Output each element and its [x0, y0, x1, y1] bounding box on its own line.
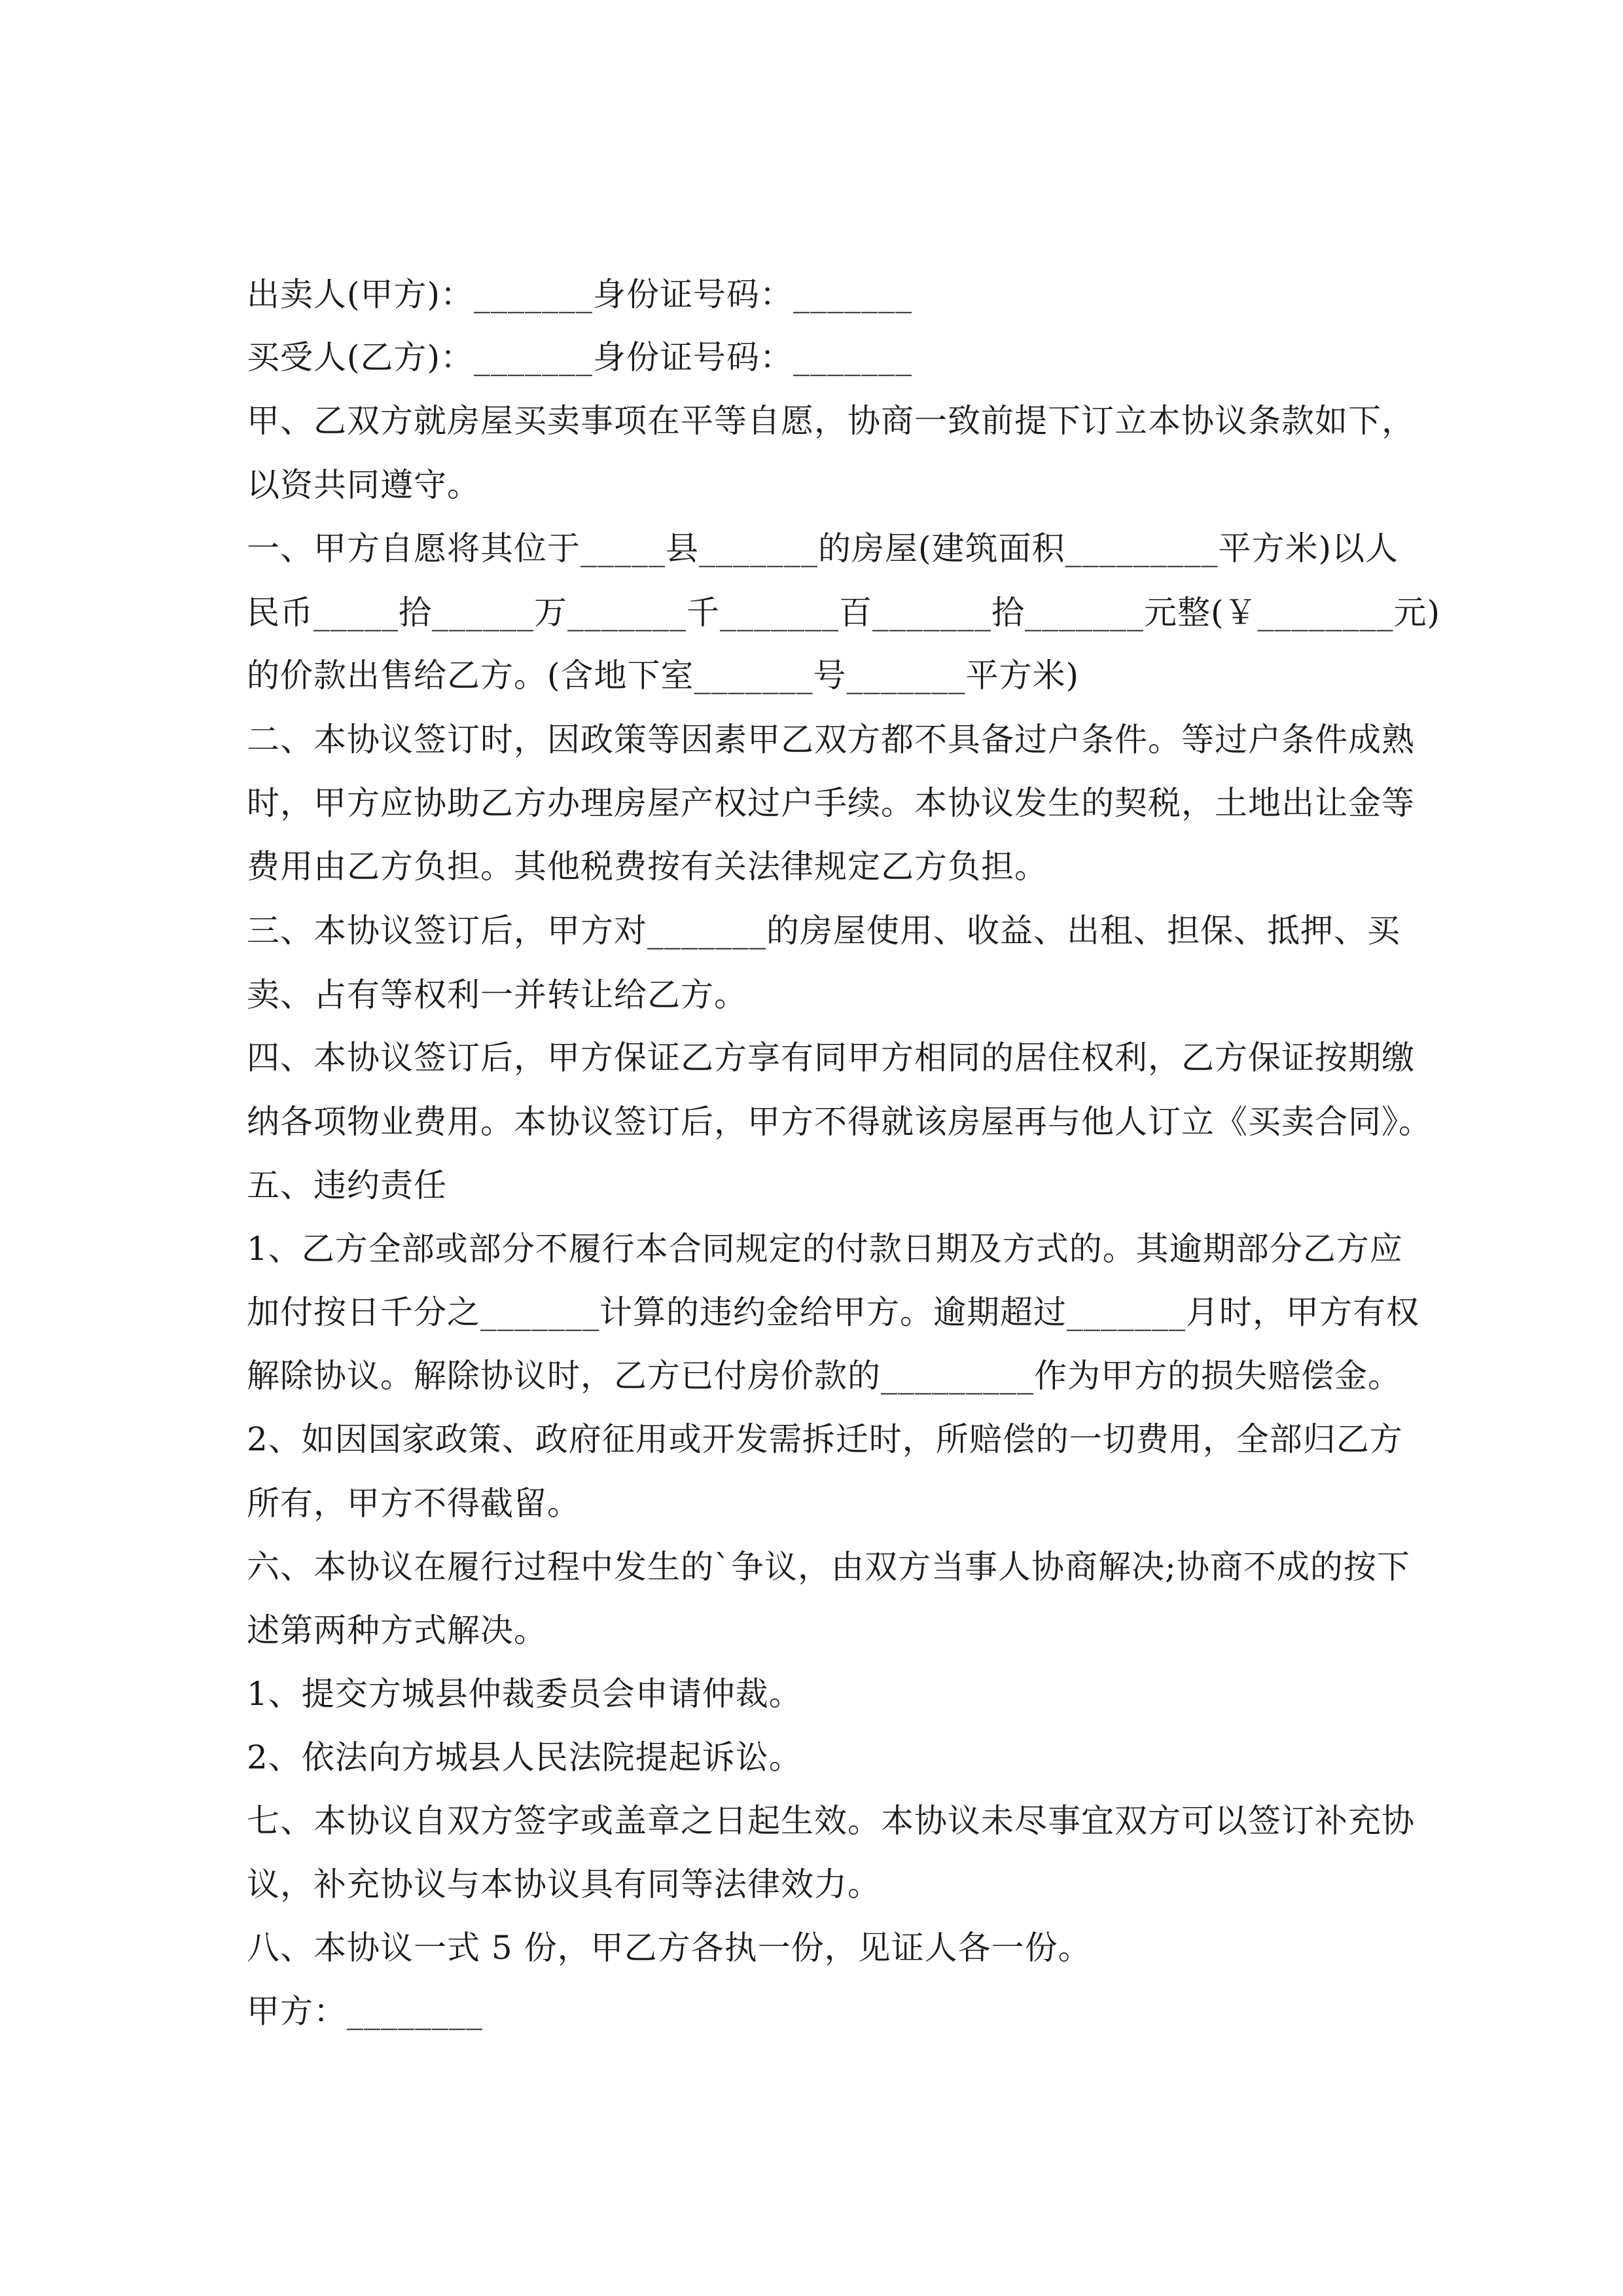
clause-5-2-line-2: 所有，甲方不得截留。: [247, 1484, 580, 1522]
clause-3-line-1: 三、本协议签订后，甲方对_______的房屋使用、收益、出租、担保、抵押、买: [247, 912, 1400, 950]
clause-2-line-1: 二、本协议签订时，因政策等因素甲乙双方都不具备过户条件。等过户条件成熟: [247, 721, 1415, 759]
clause-5-1-line-3: 解除协议。解除协议时，乙方已付房价款的_________作为甲方的损失赔偿金。: [247, 1357, 1401, 1395]
preamble-line-2: 以资共同遵守。: [247, 466, 480, 504]
buyer-line: 买受人(乙方)：_______身份证号码：_______: [247, 338, 913, 376]
seller-line: 出卖人(甲方)：_______身份证号码：_______: [247, 276, 913, 314]
preamble-line-1: 甲、乙双方就房屋买卖事项在平等自愿，协商一致前提下订立本协议条款如下，: [247, 402, 1415, 440]
clause-6-line-1: 六、本协议在履行过程中发生的`争议，由双方当事人协商解决;协商不成的按下: [247, 1548, 1410, 1586]
clause-2-line-2: 时，甲方应协助乙方办理房屋产权过户手续。本协议发生的契税，土地出让金等: [247, 784, 1415, 822]
clause-2-line-3: 费用由乙方负担。其他税费按有关法律规定乙方负担。: [247, 848, 1048, 886]
clause-7-line-2: 议，补充协议与本协议具有同等法律效力。: [247, 1865, 881, 1903]
clause-6-option-1: 1、提交方城县仲裁委员会申请仲裁。: [247, 1675, 802, 1713]
clause-4-line-2: 纳各项物业费用。本协议签订后，甲方不得就该房屋再与他人订立《买卖合同》。: [247, 1103, 1432, 1141]
clause-3-line-2: 卖、占有等权利一并转让给乙方。: [247, 976, 747, 1014]
clause-6-option-2: 2、依法向方城县人民法院提起诉讼。: [247, 1738, 802, 1776]
clause-5-2-line-1: 2、如因国家政策、政府征用或开发需拆迁时，所赔偿的一切费用，全部归乙方: [247, 1420, 1403, 1458]
clause-6-line-2: 述第两种方式解决。: [247, 1611, 547, 1649]
clause-5-1-line-2: 加付按日千分之_______计算的违约金给甲方。逾期超过_______月时，甲方有权: [247, 1293, 1419, 1331]
clause-8-line: 八、本协议一式 5 份，甲乙方各执一份，见证人各一份。: [247, 1929, 1092, 1967]
clause-1-line-3: 的价款出售给乙方。(含地下室_______号_______平方米): [247, 656, 1080, 694]
clause-5-heading: 五、违约责任: [247, 1166, 447, 1204]
party-a-signature-line: 甲方：________: [247, 1992, 483, 2030]
clause-1-line-2: 民币_____拾______万_______千_______百_______拾_______元整(￥________元): [247, 594, 1441, 632]
clause-5-1-line-1: 1、乙方全部或部分不履行本合同规定的付款日期及方式的。其逾期部分乙方应: [247, 1230, 1403, 1268]
clause-4-line-1: 四、本协议签订后，甲方保证乙方享有同甲方相同的居住权利，乙方保证按期缴: [247, 1039, 1415, 1077]
clause-7-line-1: 七、本协议自双方签字或盖章之日起生效。本协议未尽事宜双方可以签订补充协: [247, 1802, 1415, 1840]
clause-1-line-1: 一、甲方自愿将其位于_____县_______的房屋(建筑面积_________平方米)以人: [247, 529, 1399, 567]
